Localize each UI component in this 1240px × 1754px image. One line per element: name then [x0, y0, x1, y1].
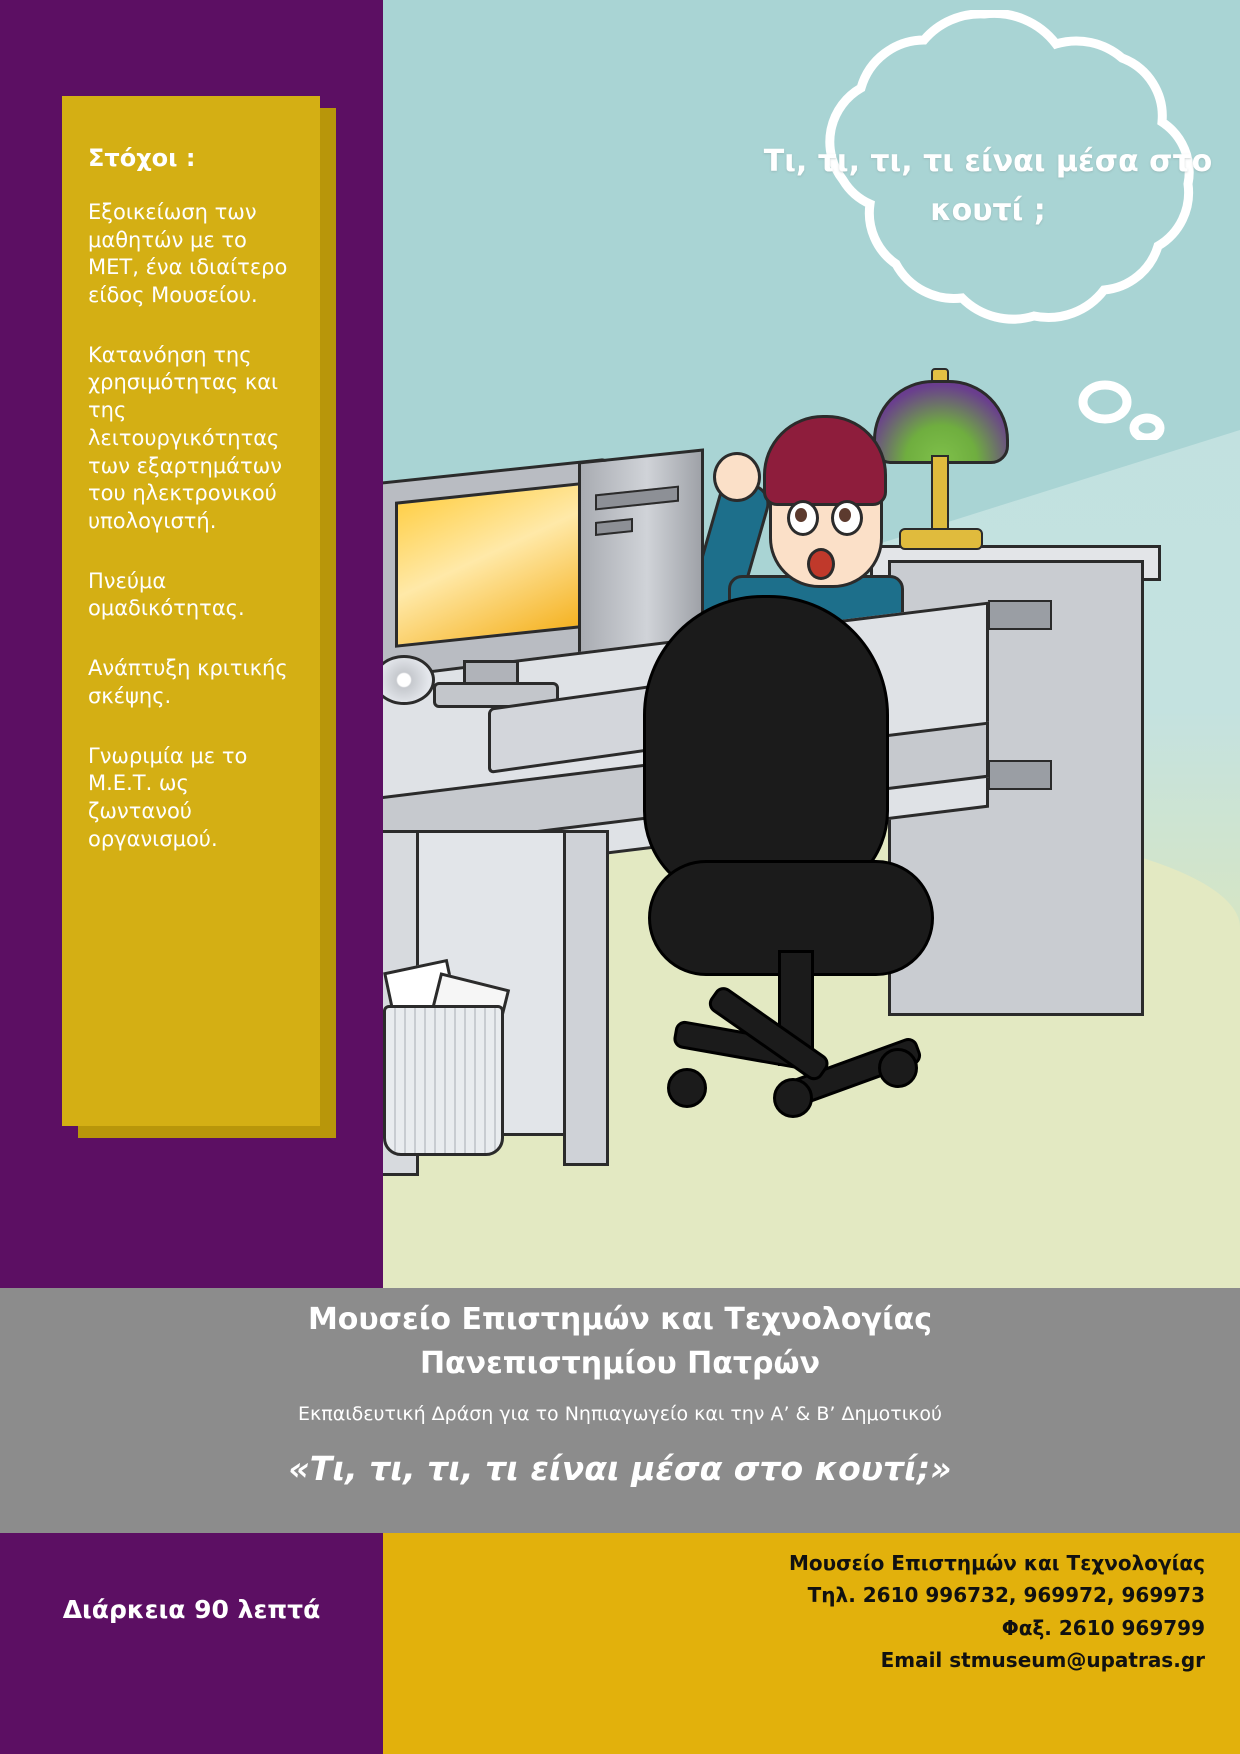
- contact-block: [789, 1547, 1205, 1677]
- boy-pupil-left: [795, 508, 807, 522]
- boy-mouth: [807, 548, 835, 580]
- illustration-panel: [383, 0, 1240, 1288]
- duration-label: Διάρκεια 90 λεπτά: [62, 1595, 321, 1624]
- monitor-screen: [395, 482, 581, 648]
- lamp-stem: [931, 455, 949, 537]
- duration-panel: [0, 1533, 383, 1754]
- chair-backrest: [643, 595, 889, 901]
- contact-panel: [383, 1533, 1240, 1754]
- goal-item: Γνωριμία με το Μ.Ε.Τ. ως ζωντανού οργανισμού.: [88, 743, 248, 851]
- goal-item: Ανάπτυξη κριτικής σκέψης.: [88, 656, 288, 708]
- cabinet-handle-upper: [988, 600, 1052, 630]
- museum-name-line2: Πανεπιστημίου Πατρών: [419, 1345, 821, 1381]
- chair-wheel: [667, 1068, 707, 1108]
- wastebasket-icon: [383, 1005, 504, 1156]
- goal-item: Εξοικείωση των μαθητών με το ΜΕΤ, ένα ιδιαίτερο είδος Μουσείου.: [88, 199, 288, 307]
- program-title: «Τι, τι, τι, τι είναι μέσα στο κουτί;»: [288, 1449, 952, 1488]
- contact-phone: Τηλ. 2610 996732, 969972, 969973: [807, 1583, 1205, 1608]
- contact-email[interactable]: Email stmuseum@upatras.gr: [880, 1648, 1205, 1673]
- cabinet-handle-lower: [988, 760, 1052, 790]
- boy-pupil-right: [839, 508, 851, 522]
- goal-item: Κατανόηση της χρησιμότητας και της λειτουργικότητας των εξαρτημάτων του ηλεκτρονικού υπολογιστή.: [88, 342, 282, 533]
- contact-fax: Φαξ. 2610 969799: [1001, 1615, 1205, 1640]
- thought-bubble: [753, 10, 1223, 440]
- contact-museum-name: Μουσείο Επιστημών και Τεχνολογίας: [788, 1551, 1205, 1575]
- goal-item: Πνεύμα ομαδικότητας.: [88, 568, 245, 621]
- goals-title: Στόχοι :: [88, 144, 196, 172]
- goals-box: [62, 96, 320, 1126]
- desk-leg-right: [563, 830, 609, 1166]
- program-subtitle: Εκπαιδευτική Δράση για το Νηπιαγωγείο και την Α’ & Β’ Δημοτικού: [298, 1403, 942, 1425]
- chair-base: [673, 1030, 923, 1100]
- thought-bubble-text: Τι, τι, τι, τι είναι μέσα στο κουτί ;: [763, 144, 1213, 228]
- museum-banner: [0, 1288, 1240, 1533]
- lamp-base: [899, 528, 983, 550]
- chair-wheel: [878, 1048, 918, 1088]
- chair-wheel: [773, 1078, 813, 1118]
- boy-hand: [713, 452, 761, 502]
- museum-name-line1: Μουσείο Επιστημών και Τεχνολογίας: [307, 1302, 933, 1337]
